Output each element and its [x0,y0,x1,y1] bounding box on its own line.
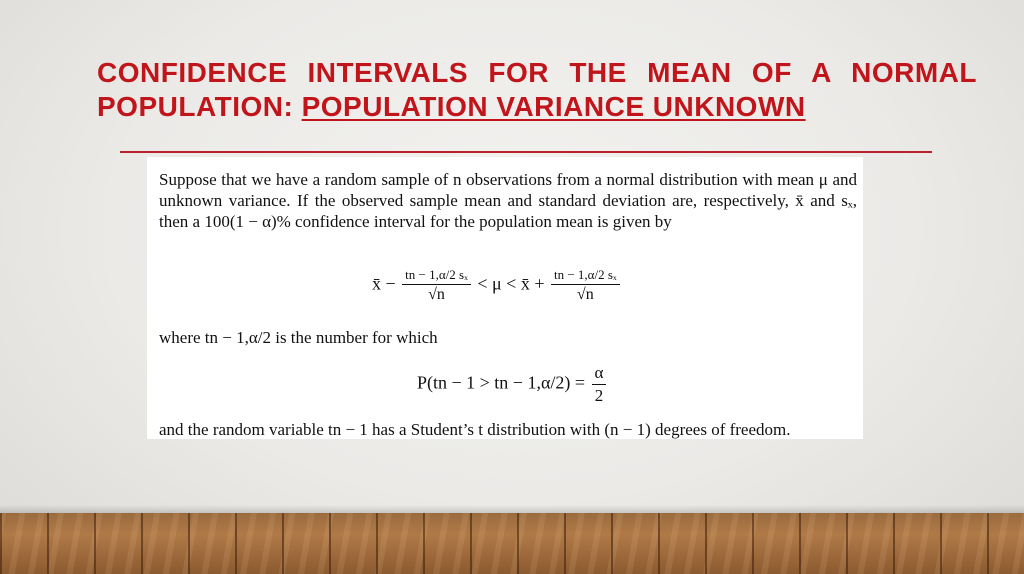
formula-middle: < μ < x̄ + [477,273,545,294]
formula-fraction-left [402,267,471,304]
fraction-numerator: tn − 1,α/2 sₓ [402,267,471,285]
formula-fraction-right [551,267,620,304]
probability-lhs: P(tn − 1 > tn − 1,α/2) = [417,372,586,393]
closing-sentence: and the random variable tn − 1 has a Student’s t distribution with (n − 1) degrees of freedom. [159,420,791,439]
slide-title [97,56,977,124]
confidence-interval-formula [372,267,622,304]
textbook-excerpt [147,157,863,439]
fraction-numerator: α [592,363,607,385]
slide-title-plain: POPULATION: [97,91,302,122]
slide-title-line-2 [97,90,977,124]
fraction-numerator: tn − 1,α/2 sₓ [551,267,620,285]
where-clause: where tn − 1,α/2 is the number for which [159,328,438,347]
probability-fraction [592,363,607,406]
formula-left-term: x̄ − [372,273,396,294]
excerpt-paragraph: Suppose that we have a random sample of n observations from a normal distribution with mean μ and unknown variance. If the observed sample mean and standard deviation are, respectively, x̄ and sₓ, then a 100(1 − α)% confidence interval for the population mean is given by [159,170,857,231]
slide-title-underlined: POPULATION VARIANCE UNKNOWN [301,91,806,122]
wood-floor-decoration [0,513,1024,574]
probability-formula [417,363,608,406]
title-divider [120,151,932,153]
fraction-denominator: √n [576,286,594,303]
fraction-denominator: 2 [594,386,604,405]
fraction-denominator: √n [428,286,445,303]
slide-title-line-1: CONFIDENCE INTERVALS FOR THE MEAN OF A NORMAL [97,57,977,88]
